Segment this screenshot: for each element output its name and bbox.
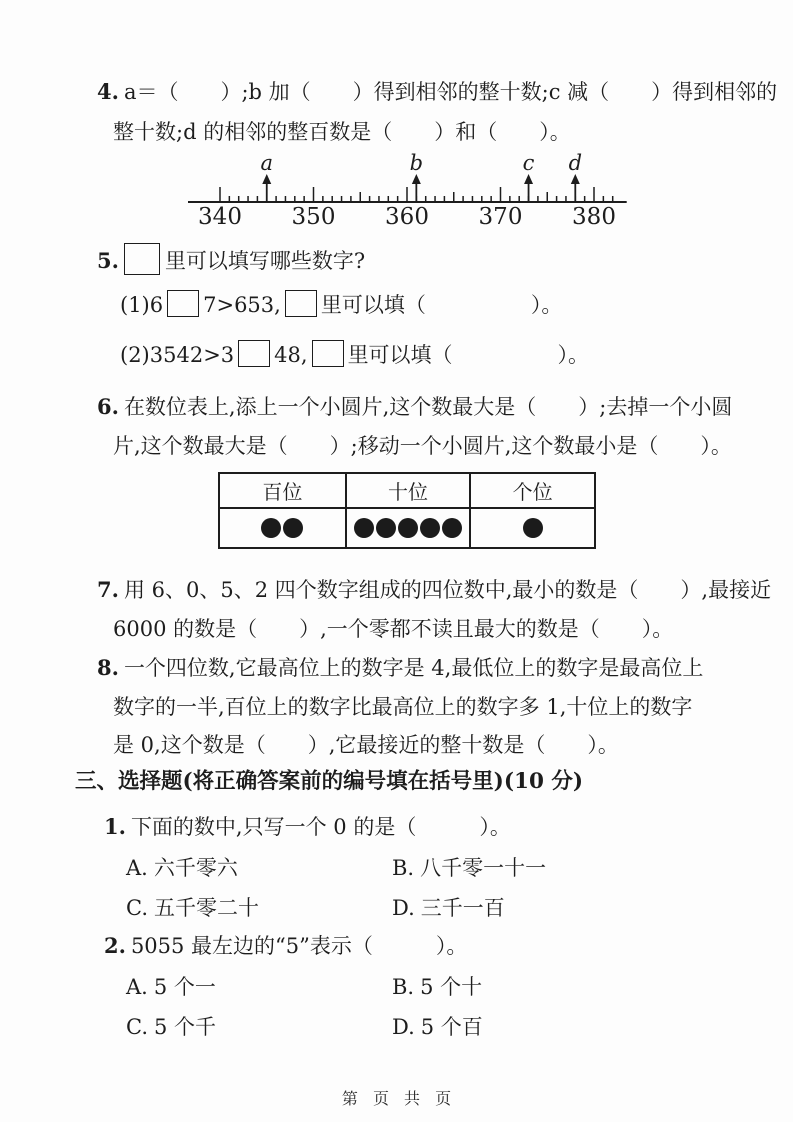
marker-arrow-head [524,174,533,184]
option-text: 5 个一 [153,975,216,999]
counter-dot [523,518,543,538]
answer-box [167,290,199,317]
answer-box [312,340,344,367]
answer-box [238,340,270,367]
question-8-line-3: 是 0,这个数是（ ）,它最接近的整十数是（ ）。 [113,733,619,757]
choice-2-option-c [126,1013,216,1041]
question-7-text: 用 6、0、5、2 四个数字组成的四位数中,最小的数是（ ）,最接近 [123,578,772,602]
tick-label: 350 [291,204,336,230]
marker-arrow-head [262,174,271,184]
option-text: 八千零一十一 [420,856,547,880]
option-label: A. [126,856,148,880]
counter-dot [261,518,281,538]
question-8-number: 8. [97,655,119,680]
counter-dot [420,518,440,538]
choice-1-option-c [126,894,259,922]
question-6-text: 在数位表上,添上一个小圆片,这个数最大是（ ）;去掉一个小圆 [123,395,733,419]
question-8-line-2: 数字的一半,百位上的数字比最高位上的数字多 1,十位上的数字 [113,695,693,719]
option-label: D. [392,1015,415,1039]
choice-2-question [104,932,467,960]
counter-dot [376,518,396,538]
pv-header-hundreds: 百位 [262,480,303,504]
tick-label: 340 [198,204,242,230]
choice-2-option-a [126,973,216,1001]
counter-dot [354,518,374,538]
question-6-number: 6. [97,394,119,419]
question-8-line-1 [97,654,703,682]
choice-2-text: 5055 最左边的“5”表示（ ）。 [130,934,468,958]
question-8-text: 一个四位数,它最高位上的数字是 4,最低位上的数字是最高位上 [123,656,704,680]
option-label: A. [126,975,148,999]
option-text: 5 个十 [420,975,483,999]
question-7-line-2: 6000 的数是（ ）,一个零都不读且最大的数是（ ）。 [113,617,674,641]
choice-1-option-d [392,894,505,922]
question-7-line-1 [97,576,771,604]
choice-1-option-a [126,854,238,882]
tick-label: 380 [572,204,616,230]
place-value-table [218,472,596,549]
option-text: 六千零六 [153,856,238,880]
tick-label: 360 [385,204,429,230]
option-label: C. [126,896,148,920]
pv-dots-ones [469,507,594,547]
question-7-number: 7. [97,577,119,602]
question-6-line-2: 片,这个数最大是（ ）;移动一个小圆片,这个数最小是（ ）。 [113,434,732,458]
option-label: C. [126,1015,148,1039]
text-segment: 7>653, [203,293,281,317]
option-label: B. [392,856,415,880]
text-segment: (2)3542>3 [120,343,235,367]
choice-1-number: 1. [104,814,126,839]
text-segment: 里可以填（ ）。 [347,343,590,367]
option-label: D. [392,896,415,920]
option-text: 5 个千 [154,1015,217,1039]
answer-box [124,243,160,275]
question-4-line-2: 整十数;d 的相邻的整百数是（ ）和（ ）。 [113,120,571,144]
counter-dot [283,518,303,538]
pv-header-ones: 个位 [469,474,594,507]
marker-label: c [522,151,535,175]
number-line-diagram [170,146,650,230]
text-segment: (1)6 [120,293,164,317]
choice-1-option-b [392,854,546,882]
choice-2-option-b [392,973,482,1001]
question-5-number: 5. [97,248,119,273]
marker-arrow-head [412,174,421,184]
option-text: 5 个百 [420,1015,483,1039]
option-label: B. [392,975,415,999]
question-5-item-2 [120,340,589,369]
pv-dots-tens [345,507,470,547]
question-5-item-1 [120,290,562,319]
marker-arrow-head [571,174,580,184]
option-text: 三千一百 [420,896,505,920]
question-5-heading [97,243,365,275]
choice-1-text: 下面的数中,只写一个 0 的是（ ）。 [130,815,511,839]
choice-2-option-d [392,1013,483,1041]
pv-header-tens: 十位 [345,474,470,507]
answer-box [285,290,317,317]
choice-2-number: 2. [104,933,126,958]
text-segment: 里可以填（ ）。 [320,293,563,317]
counter-dot [398,518,418,538]
question-4-line-1 [97,78,777,106]
text-segment: 里可以填写哪些数字? [164,249,366,273]
question-5-heading-text [124,249,365,273]
page-footer: 第 页 共 页 [341,1089,452,1108]
option-text: 五千零二十 [154,896,259,920]
question-4-text: a＝（ ）;b 加（ ）得到相邻的整十数;c 减（ ）得到相邻的 [123,80,778,104]
section-3-title: 三、选择题(将正确答案前的编号填在括号里)(10 分) [75,769,584,794]
counter-dot [442,518,462,538]
choice-1-question [104,813,511,841]
question-4-number: 4. [97,79,119,104]
marker-label: a [260,151,274,175]
question-6-line-1 [97,393,732,421]
marker-label: b [409,151,424,175]
tick-label: 370 [478,204,523,230]
text-segment: 48, [274,343,308,367]
pv-dots-hundreds [220,507,345,547]
marker-label: d [568,151,583,175]
